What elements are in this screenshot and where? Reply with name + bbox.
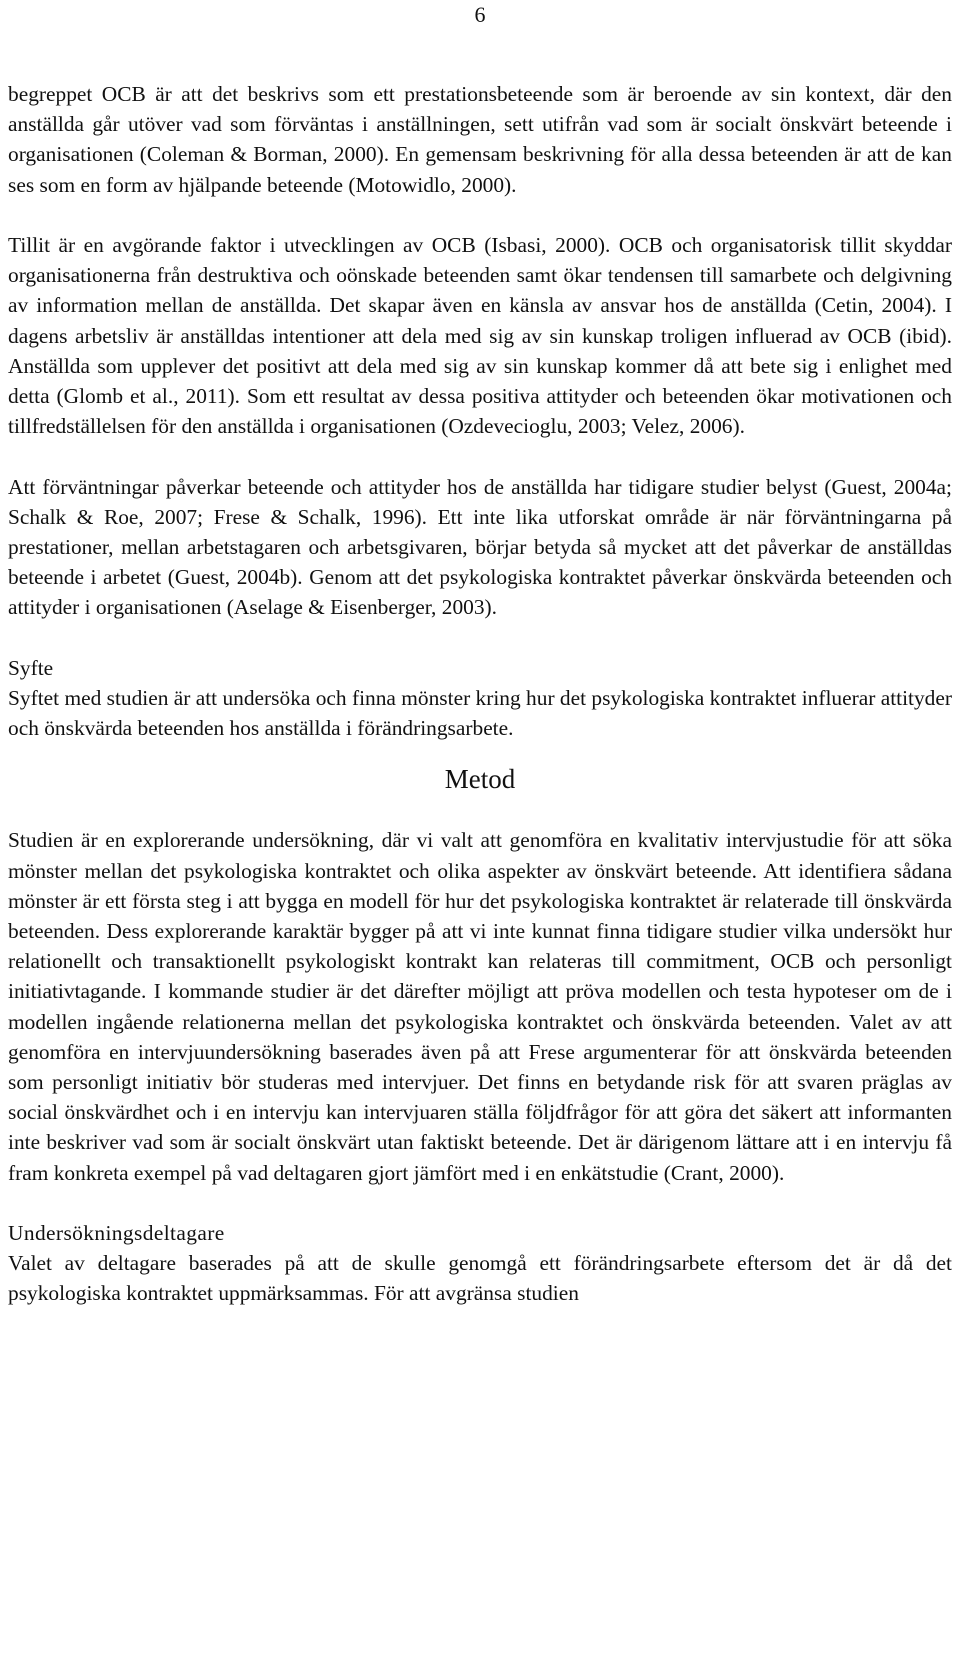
page-number: 6 [474, 2, 486, 27]
body-text [8, 79, 952, 1309]
heading-undersokningsdeltagare: Undersökningsdeltagare [8, 1221, 225, 1246]
paragraph-metod: Studien är en explorerande undersökning, där vi valt att genomföra en kvalitativ intervjustudie för att söka mönster mellan det psykologiska kontraktet och olika aspekter av önskvärt beteende. Att identifiera sådana mönster är ett första steg i att bygga en modell för hur det psykologiska kontraktet är relaterade till önskvärda beteenden. Dess explorerande karaktär bygger på att vi inte kunnat finna tidigare studier vilka undersökt hur relationellt och transaktionellt psykologiskt kontrakt kan relateras till commitment, OCB och personligt initiativtagande. I kommande studier är det därefter möjligt att pröva modellen och testa hypoteser om de i modellen ingående relationerna mellan det psykologiska kontraktet och önskvärda beteenden. Valet av att genomföra en intervjuundersökning baserades även på att Frese argumenterar för att önskvärda beteenden som personligt initiativ bör studeras med intervjuer. Det finns en betydande risk för att svaren präglas av social önskvärdhet och i en intervju kan intervjuaren ställa följdfrågor för att göra det säkert att informanten inte beskriver vad som är socialt önskvärt utan faktiskt beteende. Det är därigenom lättare att i en intervju få fram konkreta exempel på vad deltagaren gjort jämfört med i en enkätstudie (Crant, 2000). [8, 828, 952, 1185]
heading-syfte: Syfte [8, 655, 54, 680]
paragraph-forvantningar: Att förväntningar påverkar beteende och attityder hos de anställda har tidigare studier belyst (Guest, 2004a; Schalk & Roe, 2007; Frese & Schalk, 1996). Ett inte lika utforskat område är när förväntningarna på prestationer, mellan arbetstagaren och arbetsgivaren, börjar betyda så mycket att det påverkar de anställdas beteende i arbetet (Guest, 2004b). Genom att det psykologiska kontraktet påverkar önskvärda beteenden och attityder i organisationen (Aselage & Eisenberger, 2003). [8, 474, 952, 620]
paragraph-syfte: Syftet med studien är att undersöka och finna mönster kring hur det psykologiska kontraktet influerar attityder och önskvärda beteenden hos anställda i förändringsarbete. [8, 686, 952, 741]
section-title-metod: Metod [444, 764, 516, 795]
paragraph-deltagare: Valet av deltagare baserades på att de skulle genomgå ett förändringsarbete eftersom det är då det psykologiska kontraktet uppmärksammas. För att avgränsa studien [8, 1251, 952, 1306]
paragraph-ocb-definition: begreppet OCB är att det beskrivs som ett prestationsbeteende som är beroende av sin kontext, där den anställda går utöver vad som förväntas i anställningen, sett utifrån vad som är socialt önskvärt beteende i organisationen (Coleman & Borman, 2000). En gemensam beskrivning för alla dessa beteenden är att de kan ses som en form av hjälpande beteende (Motowidlo, 2000). [8, 82, 952, 197]
paragraph-tillit: Tillit är en avgörande faktor i utvecklingen av OCB (Isbasi, 2000). OCB och organisatorisk tillit skyddar organisationerna från destruktiva och oönskade beteenden samt ökar tendensen till samarbete och delgivning av information mellan de anställda. Det skapar även en känsla av ansvar hos de anställda (Cetin, 2004). I dagens arbetsliv är anställdas intentioner att dela med sig av sin kunskap troligen influerad av OCB (ibid). Anställda som upplever det positivt att dela med sig av sin kunskap kommer då att bete sig i enlighet med detta (Glomb et al., 2011). Som ett resultat av dessa positiva attityder och beteenden ökar motivationen och tillfredställelsen för den anställda i organisationen (Ozdevecioglu, 2003; Velez, 2006). [8, 233, 952, 439]
